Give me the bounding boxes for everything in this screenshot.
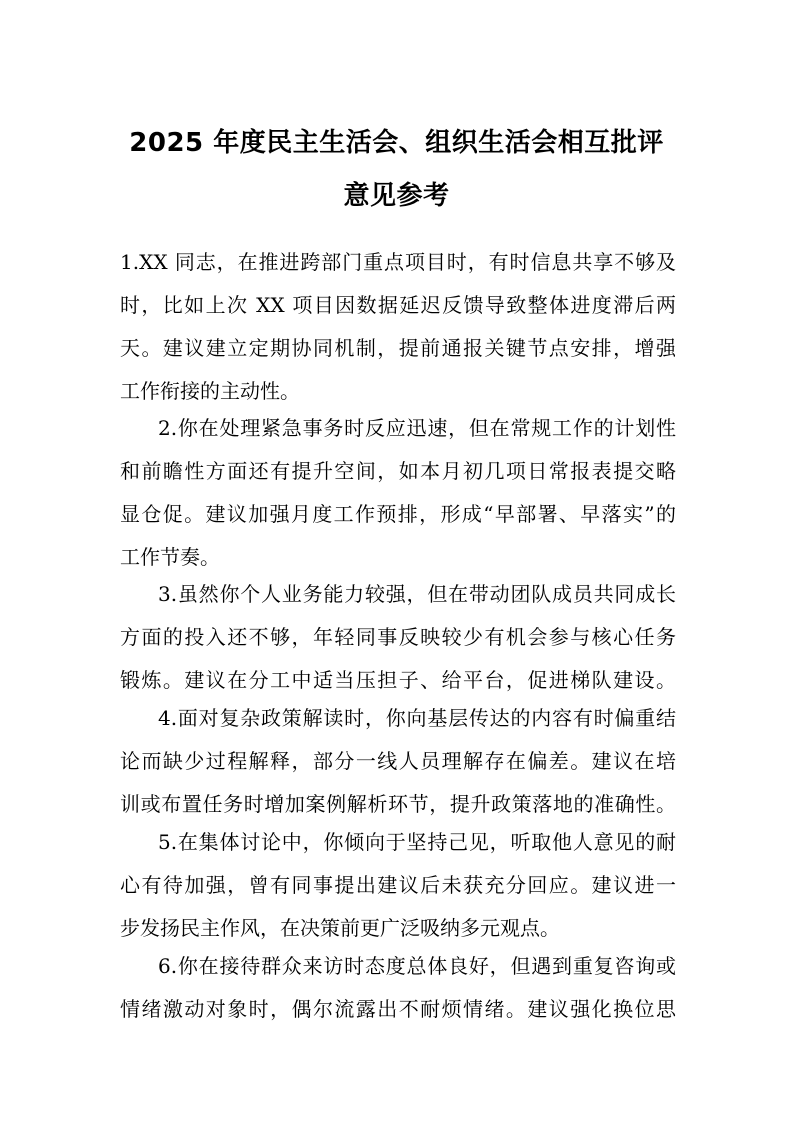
paragraph-line: 步发扬民主作风，在决策前更广泛吸纳多元观点。 (120, 916, 560, 940)
paragraph-line: 2.你在处理紧急事务时反应迅速，但在常规工作的计划性 (158, 416, 676, 440)
paragraph-line: 显仓促。建议加强月度工作预排，形成“早部署、早落实”的 (120, 502, 676, 526)
paragraph-line: 3.虽然你个人业务能力较强，但在带动团队成员共同成长 (158, 582, 676, 606)
paragraph-line: 工作衔接的主动性。 (120, 379, 300, 403)
document-title-line-1: 2025 年度民主生活会、组织生活会相互批评 (129, 128, 664, 158)
paragraph-line: 论而缺少过程解释，部分一线人员理解存在偏差。建议在培 (120, 749, 676, 773)
paragraph-line: 情绪激动对象时，偶尔流露出不耐烦情绪。建议强化换位思 (120, 997, 676, 1021)
paragraph-line: 锻炼。建议在分工中适当压担子、给平台，促进梯队建设。 (120, 668, 676, 692)
paragraph-line: 时，比如上次 XX 项目因数据延迟反馈导致整体进度滞后两 (120, 293, 676, 317)
paragraph-line: 心有待加强，曾有同事提出建议后未获充分回应。建议进一 (120, 873, 676, 897)
paragraph-line: 训或布置任务时增加案例解析环节，提升政策落地的准确性。 (120, 792, 676, 816)
paragraph-line: 天。建议建立定期协同机制，提前通报关键节点安排，增强 (120, 336, 676, 360)
paragraph-line: 1.XX 同志，在推进跨部门重点项目时，有时信息共享不够及 (120, 250, 676, 274)
document-title-line-2: 意见参考 (343, 181, 450, 211)
paragraph-line: 方面的投入还不够，年轻同事反映较少有机会参与核心任务 (120, 625, 676, 649)
paragraph-line: 4.面对复杂政策解读时，你向基层传达的内容有时偏重结 (158, 706, 676, 730)
paragraph-line: 工作节奏。 (120, 545, 220, 569)
paragraph-line: 6.你在接待群众来访时态度总体良好，但遇到重复咨询或 (158, 954, 676, 978)
paragraph-line: 5.在集体讨论中，你倾向于坚持己见，听取他人意见的耐 (158, 830, 676, 854)
paragraph-line: 和前瞻性方面还有提升空间，如本月初几项日常报表提交略 (120, 459, 676, 483)
